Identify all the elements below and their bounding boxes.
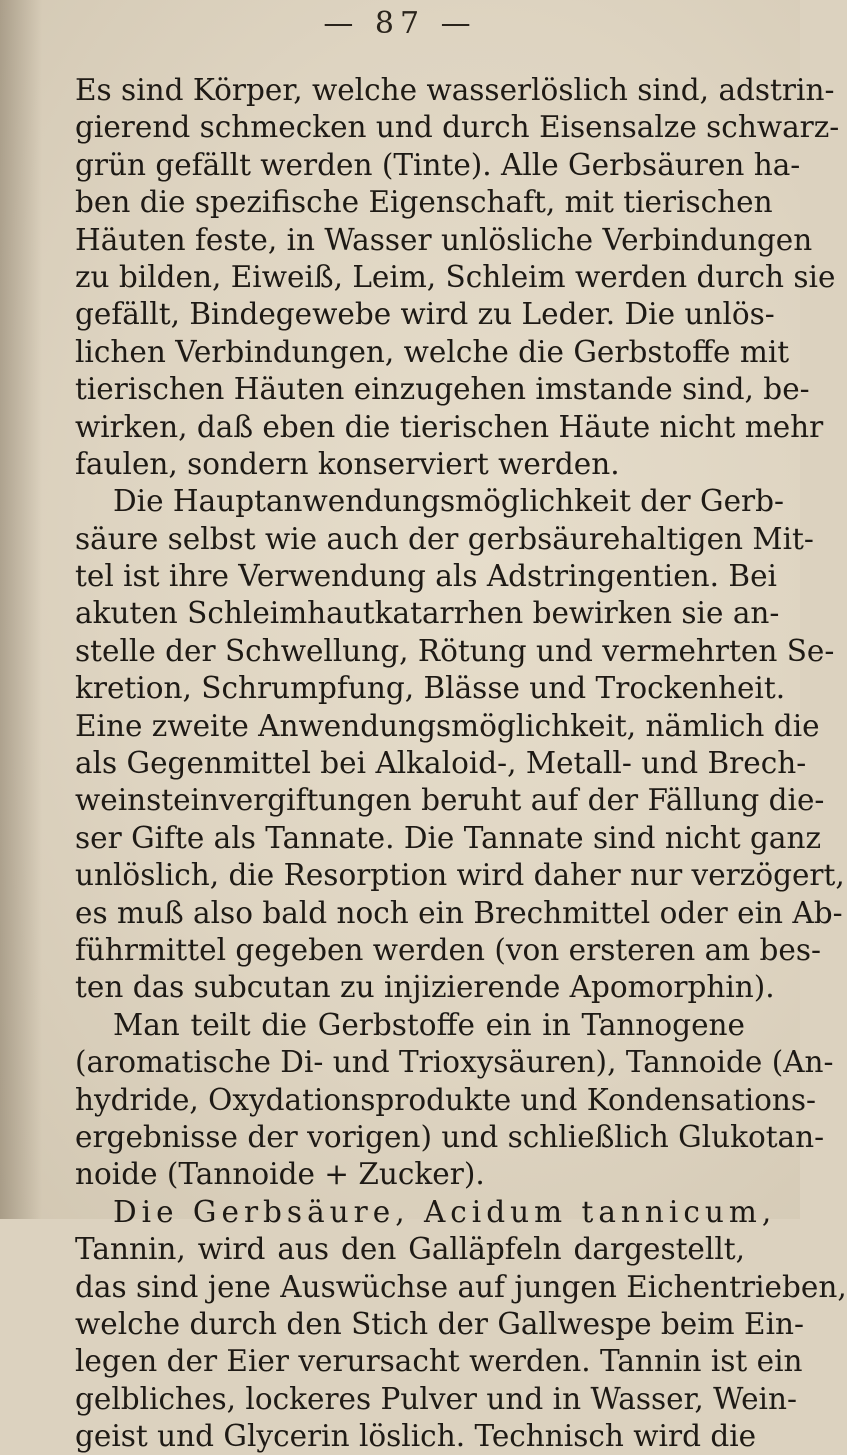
text-line: welche durch den Stich der Gallwespe beim Ein- [75, 1306, 804, 1341]
text-line: gelbliches, lockeres Pulver und in Wasser, Wein- [75, 1381, 797, 1416]
text-line: tierischen Häuten einzugehen imstande sind, be- [75, 372, 810, 407]
text-line: hydride, Oxydationsprodukte und Kondensations- [75, 1082, 817, 1117]
text-line: stelle der Schwellung, Rötung und vermehrten Se- [75, 633, 835, 668]
text-line: zu bilden, Eiweiß, Leim, Schleim werden durch sie [75, 259, 836, 294]
text-line: ten das subcutan zu injizierende Apomorphin). [75, 970, 775, 1005]
text-line: kretion, Schrumpfung, Blässe und Trockenheit. [75, 671, 786, 706]
text-line: lichen Verbindungen, welche die Gerbstoffe mit [75, 334, 790, 369]
text-line: ergebnisse der vorigen) und schließlich Glukotan- [75, 1119, 825, 1154]
text-line: Die Hauptanwendungsmöglichkeit der Gerb- [113, 484, 784, 519]
text-line: unlöslich, die Resorption wird daher nur verzögert, [75, 858, 845, 893]
text-line: wirken, daß eben die tierischen Häute nicht mehr [75, 409, 824, 444]
text-line: Tannin, wird aus den Galläpfeln dargestellt, [75, 1232, 745, 1267]
text-line: säure selbst wie auch der gerbsäurehaltigen Mit- [75, 521, 814, 556]
text-line: tel ist ihre Verwendung als Adstringentien. Bei [75, 559, 777, 594]
page-number: — 87 — [323, 6, 477, 41]
body-text [75, 72, 847, 1455]
text-line: Eine zweite Anwendungsmöglichkeit, nämlich die [75, 708, 820, 743]
text-line: das sind jene Auswüchse auf jungen Eichentrieben, [75, 1269, 847, 1304]
text-line: Es sind Körper, welche wasserlöslich sind, adstrin- [75, 73, 835, 107]
text-line: Man teilt die Gerbstoffe ein in Tannogene [113, 1007, 745, 1042]
text-line: (aromatische Di- und Trioxysäuren), Tannoide (An- [75, 1045, 834, 1080]
text-line: noide (Tannoide + Zucker). [75, 1157, 485, 1192]
text-line: legen der Eier verursacht werden. Tannin ist ein [75, 1344, 803, 1379]
gutter-shadow [0, 0, 42, 1219]
text-line: führmittel gegeben werden (von ersteren am bes- [75, 932, 821, 967]
text-line: geist und Glycerin löslich. Technisch wird die [75, 1419, 757, 1454]
text-line: ser Gifte als Tannate. Die Tannate sind nicht ganz [75, 820, 822, 855]
text-line: akuten Schleimhautkatarrhen bewirken sie an- [75, 596, 780, 631]
text-line: es muß also bald noch ein Brechmittel oder ein Ab- [75, 895, 843, 930]
text-line: faulen, sondern konserviert werden. [75, 446, 620, 481]
text-line: weinsteinvergiftungen beruht auf der Fällung die- [75, 783, 825, 818]
text-line: als Gegenmittel bei Alkaloid-, Metall- und Brech- [75, 746, 807, 781]
text-line: ben die spezifische Eigenschaft, mit tierischen [75, 185, 773, 220]
text-line: grün gefällt werden (Tinte). Alle Gerbsäuren ha- [75, 147, 801, 182]
text-line: Die Gerbsäure, Acidum tannicum, [113, 1194, 777, 1229]
text-line: gierend schmecken und durch Eisensalze schwarz- [75, 110, 840, 145]
text-line: gefällt, Bindegewebe wird zu Leder. Die unlös- [75, 297, 775, 332]
text-line: Häuten feste, in Wasser unlösliche Verbindungen [75, 222, 813, 257]
